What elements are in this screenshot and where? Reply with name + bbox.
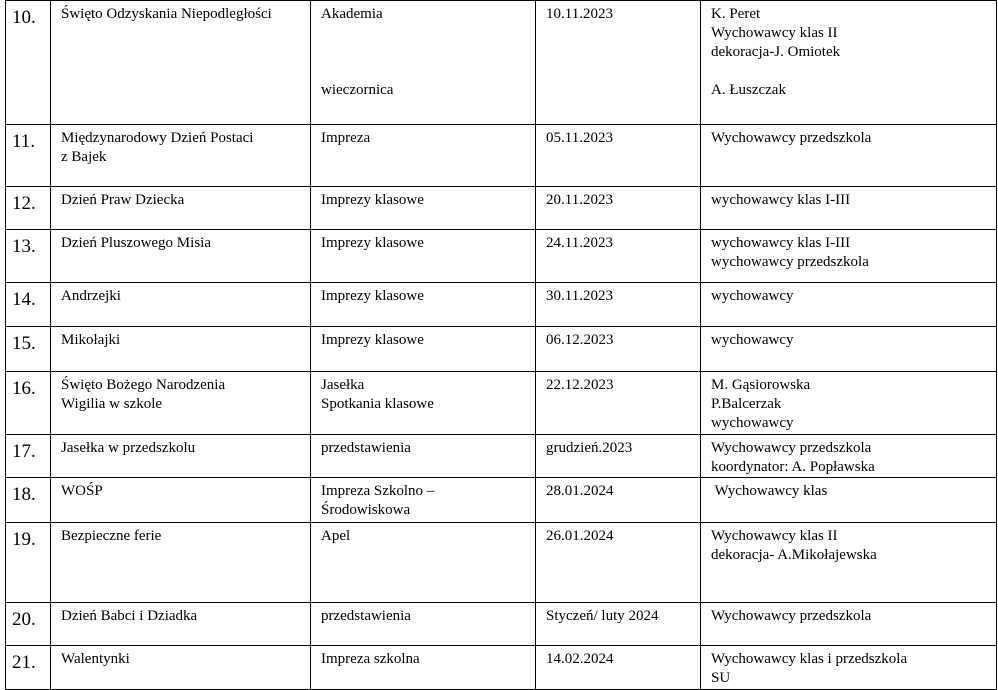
event-date-line: 20.11.2023: [546, 192, 613, 208]
event-date-cell: [536, 435, 701, 478]
event-date-line: 26.01.2024: [546, 528, 614, 544]
event-name-cell: [51, 646, 311, 690]
event-name-cell: [51, 283, 311, 327]
event-name-line: Andrzejki: [61, 288, 121, 304]
row-number: [6, 523, 51, 603]
responsible-line: Wychowawcy przedszkola: [711, 130, 872, 146]
responsible-line: dekoracja-J. Omiotek: [711, 44, 841, 60]
table-row: [6, 435, 997, 478]
event-form-cell: [311, 646, 536, 690]
responsible-line: Wychowawcy przedszkola: [711, 608, 872, 624]
event-date-cell: [536, 230, 701, 283]
event-form-cell: [311, 478, 536, 523]
responsible-line: dekoracja- A.Mikołajewska: [711, 547, 877, 563]
event-name-line: WOŚP: [61, 483, 103, 499]
event-form-cell: [311, 125, 536, 187]
event-name-cell: [51, 1, 311, 125]
table-row: [6, 327, 997, 372]
event-date-cell: [536, 187, 701, 230]
events-table-body: [6, 1, 997, 690]
responsible-line: wychowawcy: [711, 415, 794, 431]
table-row: [6, 372, 997, 435]
responsible-line: wychowawcy przedszkola: [711, 254, 869, 270]
responsible-line: Wychowawcy klas II: [711, 528, 838, 544]
event-name-cell: [51, 372, 311, 435]
event-form-line: Jasełka: [321, 377, 365, 393]
responsible-line: Wychowawcy klas II: [711, 25, 838, 41]
event-form-line: Akademia: [321, 6, 383, 22]
event-name-cell: [51, 125, 311, 187]
event-date-cell: [536, 523, 701, 603]
row-number: [6, 646, 51, 690]
event-date-line: 14.02.2024: [546, 651, 614, 667]
event-form-cell: [311, 603, 536, 646]
event-name-line: Dzień Praw Dziecka: [61, 192, 185, 208]
row-number-text: 16.: [12, 378, 36, 399]
event-date-line: 30.11.2023: [546, 288, 613, 304]
table-row: [6, 646, 997, 690]
table-row: [6, 187, 997, 230]
event-name-line: Dzień Pluszowego Misia: [61, 235, 211, 251]
responsible-cell: [701, 125, 997, 187]
responsible-line: A. Łuszczak: [711, 82, 786, 98]
event-date-line: 10.11.2023: [546, 6, 613, 22]
row-number: [6, 283, 51, 327]
event-date-cell: [536, 1, 701, 125]
event-name-line: Święto Bożego Narodzenia: [61, 377, 226, 393]
event-date-cell: [536, 283, 701, 327]
responsible-line: Wychowawcy przedszkola: [711, 440, 872, 456]
responsible-line: P.Balcerzak: [711, 396, 782, 412]
responsible-cell: [701, 646, 997, 690]
responsible-cell: [701, 283, 997, 327]
event-form-line: Środowiskowa: [321, 502, 411, 518]
table-row: [6, 603, 997, 646]
event-form-cell: [311, 187, 536, 230]
table-row: [6, 125, 997, 187]
event-form-cell: [311, 327, 536, 372]
table-row: [6, 523, 997, 603]
row-number: [6, 478, 51, 523]
row-number: [6, 230, 51, 283]
row-number-text: 10.: [12, 7, 36, 28]
event-form-cell: [311, 283, 536, 327]
responsible-line: wychowawcy klas I-III: [711, 192, 851, 208]
row-number: [6, 435, 51, 478]
table-row: [6, 283, 997, 327]
event-date-line: 06.12.2023: [546, 332, 614, 348]
row-number-text: 20.: [12, 609, 36, 630]
row-number-text: 15.: [12, 333, 36, 354]
event-date-cell: [536, 478, 701, 523]
row-number-text: 18.: [12, 484, 36, 505]
event-form-line: Imprezy klasowe: [321, 192, 424, 208]
event-date-cell: [536, 646, 701, 690]
row-number: [6, 125, 51, 187]
event-form-line: Impreza Szkolno –: [321, 483, 435, 499]
event-form-line: Imprezy klasowe: [321, 235, 424, 251]
event-name-line: Mikołajki: [61, 332, 121, 348]
event-name-cell: [51, 435, 311, 478]
row-number-text: 12.: [12, 193, 36, 214]
responsible-cell: [701, 523, 997, 603]
row-number: [6, 187, 51, 230]
responsible-line: koordynator: A. Popławska: [711, 459, 875, 475]
event-name-cell: [51, 187, 311, 230]
event-form-cell: [311, 435, 536, 478]
event-name-cell: [51, 327, 311, 372]
responsible-cell: [701, 327, 997, 372]
event-form-cell: [311, 372, 536, 435]
event-name-line: Dzień Babci i Dziadka: [61, 608, 198, 624]
event-name-line: Jasełka w przedszkolu: [61, 440, 196, 456]
responsible-line: wychowawcy klas I-III: [711, 235, 851, 251]
responsible-line: K. Peret: [711, 6, 761, 22]
table-row: [6, 230, 997, 283]
event-form-line: Impreza: [321, 130, 371, 146]
event-form-line: wieczornica: [321, 82, 394, 98]
row-number-text: 19.: [12, 529, 36, 550]
row-number-text: 21.: [12, 652, 36, 673]
events-table: [5, 0, 997, 690]
event-name-line: z Bajek: [61, 149, 107, 165]
event-date-line: 22.12.2023: [546, 377, 614, 393]
event-form-line: przedstawienia: [321, 440, 411, 456]
responsible-line: M. Gąsiorowska: [711, 377, 811, 393]
event-name-line: Międzynarodowy Dzień Postaci: [61, 130, 254, 146]
responsible-line: Wychowawcy klas: [711, 483, 828, 499]
event-form-line: Impreza szkolna: [321, 651, 420, 667]
event-date-line: 28.01.2024: [546, 483, 614, 499]
responsible-cell: [701, 1, 997, 125]
responsible-cell: [701, 478, 997, 523]
event-form-cell: [311, 1, 536, 125]
event-date-cell: [536, 372, 701, 435]
row-number: [6, 1, 51, 125]
row-number-text: 14.: [12, 289, 36, 310]
event-name-line: Święto Odzyskania Niepodległości: [61, 6, 272, 22]
event-form-line: przedstawienia: [321, 608, 411, 624]
event-date-line: 05.11.2023: [546, 130, 613, 146]
row-number-text: 13.: [12, 236, 36, 257]
row-number: [6, 327, 51, 372]
event-name-line: Bezpieczne ferie: [61, 528, 162, 544]
event-date-line: Styczeń/ luty 2024: [546, 608, 659, 624]
event-form-line: Spotkania klasowe: [321, 396, 434, 412]
row-number: [6, 372, 51, 435]
responsible-line: SU: [711, 670, 731, 686]
event-name-cell: [51, 230, 311, 283]
responsible-cell: [701, 372, 997, 435]
responsible-line: Wychowawcy klas i przedszkola: [711, 651, 908, 667]
responsible-cell: [701, 187, 997, 230]
responsible-cell: [701, 603, 997, 646]
event-form-line: Imprezy klasowe: [321, 288, 424, 304]
event-date-cell: [536, 603, 701, 646]
responsible-cell: [701, 230, 997, 283]
table-row: [6, 478, 997, 523]
event-date-cell: [536, 327, 701, 372]
responsible-line: wychowawcy: [711, 288, 794, 304]
responsible-cell: [701, 435, 997, 478]
event-form-line: Imprezy klasowe: [321, 332, 424, 348]
event-name-cell: [51, 523, 311, 603]
event-date-cell: [536, 125, 701, 187]
event-name-line: Wigilia w szkole: [61, 396, 163, 412]
event-form-cell: [311, 523, 536, 603]
event-name-cell: [51, 603, 311, 646]
event-form-line: Apel: [321, 528, 351, 544]
row-number-text: 11.: [12, 131, 36, 152]
row-number-text: 17.: [12, 441, 36, 462]
event-date-line: 24.11.2023: [546, 235, 613, 251]
event-date-line: grudzień.2023: [546, 440, 633, 456]
table-row: [6, 1, 997, 125]
row-number: [6, 603, 51, 646]
event-name-cell: [51, 478, 311, 523]
event-form-cell: [311, 230, 536, 283]
responsible-line: wychowawcy: [711, 332, 794, 348]
event-name-line: Walentynki: [61, 651, 130, 667]
